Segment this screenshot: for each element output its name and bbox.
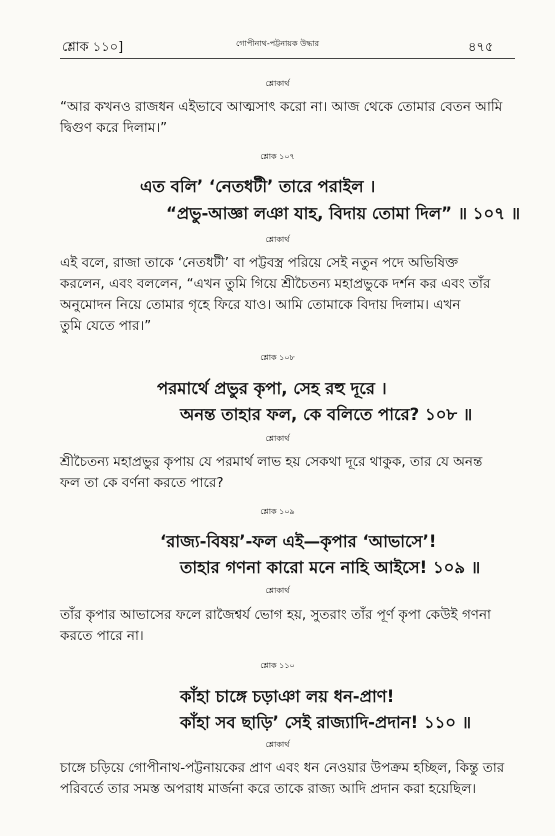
translation-line: পরিবর্তে তার সমস্ত অপরাধ মার্জনা করে তাকে রাজ্য আদি প্রদান করা হয়েছিল।: [60, 781, 477, 797]
translation-label: শ্লোকার্থ: [265, 586, 290, 595]
translation-label: শ্লোকার্থ: [265, 79, 290, 88]
verse-line: কাঁহা সব ছাড়ি’ সেই রাজ্যাদি-প্রদান! ১১০ ॥: [180, 713, 472, 732]
verse-line: ‘রাজ্য-বিষয়’-ফল এই—কৃপার ‘আভাসে’!: [160, 532, 437, 551]
translation-label: শ্লোকার্থ: [265, 434, 290, 443]
translation-line: করতে পারে না।: [60, 628, 144, 644]
verse-line: পরমার্থে প্রভুর কৃপা, সেহ রহু দূরে ।: [157, 379, 387, 398]
translation-line: এই বলে, রাজা তাকে ‘নেতধটী’ বা পট্টবস্ত্র পরিয়ে সেই নতুন পদে অভিষিক্ত: [60, 255, 459, 271]
page-number: ৪৭৫: [468, 40, 494, 55]
translation-label: শ্লোকার্থ: [265, 740, 290, 749]
verse-heading-108: শ্লোক ১০৮: [260, 353, 295, 362]
verse-heading-107: শ্লোক ১০৭: [260, 152, 295, 161]
verse-line: অনন্ত তাহার ফল, কে বলিতে পারে? ১০৮ ॥: [180, 405, 473, 424]
verse-line: এত বলি’ ‘নেতধটী’ তারে পরাইল ।: [140, 177, 376, 196]
verse-line: কাঁহা চাঙ্গে চড়াঞা লয় ধন-প্রাণ!: [180, 687, 395, 706]
verse-line: “প্রভু-আজ্ঞা লঞা যাহ, বিদায় তোমা দিল” ॥ ১০৭ ॥: [166, 204, 521, 223]
translation-label: শ্লোকার্থ: [265, 235, 290, 244]
verse-heading-110: শ্লোক ১১০: [260, 661, 295, 670]
translation-line: দ্বিগুণ করে দিলাম।”: [60, 120, 168, 136]
translation-line: তুমি যেতে পার।”: [60, 318, 152, 334]
header-rule: [60, 58, 515, 59]
translation-line: “আর কখনও রাজধন এইভাবে আত্মসাৎ করো না। আজ থেকে তোমার বেতন আমি: [60, 99, 503, 115]
translation-line: ফল তা কে বর্ণনা করতে পারে?: [60, 475, 224, 491]
translation-line: শ্রীচৈতন্য মহাপ্রভুর কৃপায় যে পরমার্থ লাভ হয় সেকথা দূরে থাকুক, তার যে অনন্ত: [60, 454, 483, 470]
translation-line: তাঁর কৃপার আভাসের ফলে রাজৈশ্বর্য ভোগ হয়, সুতরাং তাঁর পূর্ণ কৃপা কেউই গণনা: [60, 607, 491, 623]
translation-line: করলেন, এবং বললেন, “এখন তুমি গিয়ে শ্রীচৈতন্য মহাপ্রভুকে দর্শন কর এবং তাঁর: [60, 276, 491, 292]
running-header-verse-ref: শ্লোক ১১০]: [62, 40, 124, 55]
translation-line: অনুমোদন নিয়ে তোমার গৃহে ফিরে যাও। আমি তোমাকে বিদায় দিলাম। এখন: [60, 297, 461, 313]
running-header-chapter-title: গোপীনাথ-পট্টনায়ক উদ্ধার: [236, 39, 319, 48]
translation-line: চাঙ্গে চড়িয়ে গোপীনাথ-পট্টনায়কের প্রাণ এবং ধন নেওয়ার উপক্রম হচ্ছিল, কিন্তু তার: [60, 760, 505, 776]
verse-heading-109: শ্লোক ১০৯: [260, 507, 295, 516]
verse-line: তাহার গণনা কারো মনে নাহি আইসে! ১০৯ ॥: [180, 558, 481, 577]
